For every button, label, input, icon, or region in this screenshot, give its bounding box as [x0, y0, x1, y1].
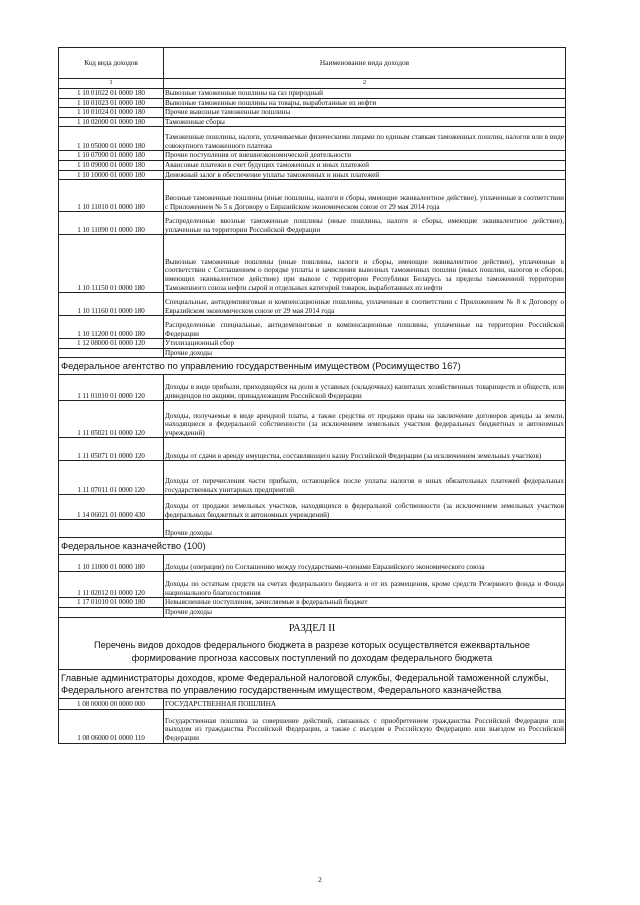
income-code: 1 11 05021 01 0000 120 [59, 401, 164, 438]
table-row [59, 160, 566, 170]
table-header-row [59, 48, 566, 79]
income-code: 1 10 05000 01 0000 180 [59, 127, 164, 151]
table-row [59, 348, 566, 358]
income-code: 1 10 09000 01 0000 180 [59, 160, 164, 170]
income-code: 1 11 07011 01 0000 120 [59, 461, 164, 495]
table-row [59, 212, 566, 235]
agency-main-row [59, 669, 566, 698]
table-row [59, 108, 566, 118]
income-name: Доходы в виде прибыли, приходящейся на доли в уставных (складочных) капиталах хозяйственных товариществ и обществ, или дивидендов по акциям, принадлежащим Российской Федерации [164, 375, 566, 401]
table-row [59, 607, 566, 617]
income-code [59, 520, 164, 538]
customs-rows [59, 89, 566, 358]
table-row [59, 180, 566, 212]
table-row [59, 117, 566, 127]
income-name: Вывозные таможенные пошлины на товары, выработанные из нефти [164, 98, 566, 108]
income-code: 1 12 08000 01 0000 120 [59, 339, 164, 349]
table-row [59, 401, 566, 438]
income-codes-table [58, 47, 566, 744]
section-ii [59, 617, 566, 669]
agency-rosimushchestvo-row [59, 358, 566, 375]
table-row [59, 520, 566, 538]
table-row [59, 170, 566, 180]
income-code: 1 10 07000 01 0000 180 [59, 151, 164, 161]
header-name: Наименование вида доходов [164, 48, 566, 79]
agency-main-administrators: Главные администраторы доходов, кроме Федеральной налоговой службы, Федеральной таможенной службы, Федерального агентства по управлению государственным имуществом, Федерального казначейства [59, 669, 566, 698]
table-row [59, 598, 566, 608]
table-row [59, 89, 566, 99]
income-code: 1 10 11010 01 0000 180 [59, 180, 164, 212]
table-row [59, 316, 566, 339]
table-row [59, 151, 566, 161]
income-name: Специальные, антидемпинговые и компенсационные пошлины, уплаченные в соответствии с Приложением № 8 к Договору о Евразийском экономическом союзе от 29 мая 2014 года [164, 293, 566, 316]
income-name: Таможенные сборы [164, 117, 566, 127]
income-name: Таможенные пошлины, налоги, уплачиваемые физическими лицами по единым ставкам таможенных пошлин, налогов или в виде совокупного таможенного платежа [164, 127, 566, 151]
income-code: 1 14 06021 01 0000 430 [59, 495, 164, 520]
income-name: Прочие доходы [164, 348, 566, 358]
income-name: Вывозные таможенные пошлины (иные пошлины, налоги и сборы, имеющие эквивалентное действие), уплаченные в соответствии с Соглашением о порядке уплаты и зачисления вывозных таможенных пошлин (иных пошлин, налогов и сборов, имеющих эквивалентное действие) при вывозе с территории Республики Беларусь за пределы таможенной территории Таможенного союза нефти сырой и отдельных категорий товаров, выработанных из нефти [164, 235, 566, 293]
table-row [59, 572, 566, 598]
header-code: Код вида доходов [59, 48, 164, 79]
table-row [59, 98, 566, 108]
income-code: 1 17 01010 01 0000 180 [59, 598, 164, 608]
table-row [59, 293, 566, 316]
income-name: Денежный залог в обеспечение уплаты таможенных и иных платежей [164, 170, 566, 180]
document-page [58, 47, 566, 744]
table-row [59, 127, 566, 151]
agency-rosimushchestvo: Федеральное агентство по управлению государственным имуществом (Росимущество 167) [59, 358, 566, 375]
income-name: Авансовые платежи в счет будущих таможенных и иных платежей [164, 160, 566, 170]
income-name: Прочие поступления от внешнеэкономической деятельности [164, 151, 566, 161]
table-row [59, 555, 566, 572]
table-row [59, 438, 566, 461]
income-code: 1 10 11200 01 0000 180 [59, 316, 164, 339]
income-name: Распределенные ввозные таможенные пошлины (иные пошлины, налоги и сборы, имеющие эквивалентное действие), уплаченные на территории Российской Федерации [164, 212, 566, 235]
income-code: 1 11 01010 01 0000 120 [59, 375, 164, 401]
income-code: 1 08 00000 00 0000 000 [59, 698, 164, 709]
income-code: 1 10 01024 01 0000 180 [59, 108, 164, 118]
income-name: Доходы от перечисления части прибыли, остающейся после уплаты налогов и иных обязательных платежей федеральных государственных унитарных предприятий [164, 461, 566, 495]
income-code: 1 10 01023 01 0000 180 [59, 98, 164, 108]
agency-treasury-row [59, 538, 566, 555]
income-code: 1 08 06000 01 0000 110 [59, 709, 164, 743]
income-name: ГОСУДАРСТВЕННАЯ ПОШЛИНА [164, 698, 566, 709]
income-name: Доходы, получаемые в виде арендной платы, а также средства от продажи права на заключение договоров аренды за земли, находящиеся в федеральной собственности (за исключением земельных участков федеральных бюджетных и автономных учреждений) [164, 401, 566, 438]
income-name: Прочие доходы [164, 520, 566, 538]
income-code: 1 10 11000 01 0000 180 [59, 555, 164, 572]
income-code: 1 10 11150 01 0000 180 [59, 235, 164, 293]
table-row [59, 495, 566, 520]
treasury-rows [59, 555, 566, 617]
column-number-1: 1 [59, 79, 164, 89]
table-row [59, 235, 566, 293]
income-name: Доходы от продажи земельных участков, находящихся в федеральной собственности (за исключением земельных участков федеральных бюджетных и автономных учреждений) [164, 495, 566, 520]
income-name: Прочие доходы [164, 607, 566, 617]
table-row [59, 375, 566, 401]
income-name: Невыясненные поступления, зачисляемые в федеральный бюджет [164, 598, 566, 608]
income-name: Утилизационный сбор [164, 339, 566, 349]
rosimushchestvo-rows [59, 375, 566, 538]
income-code [59, 607, 164, 617]
income-name: Доходы от сдачи в аренду имущества, составляющего казну Российской Федерации (за исключением земельных участков) [164, 438, 566, 461]
income-name: Вывозные таможенные пошлины на газ природный [164, 89, 566, 99]
page-number: 2 [318, 876, 322, 884]
income-code: 1 10 11090 01 0000 180 [59, 212, 164, 235]
table-row [59, 339, 566, 349]
income-code: 1 10 10000 01 0000 180 [59, 170, 164, 180]
income-code: 1 10 02000 01 0000 180 [59, 117, 164, 127]
income-code: 1 10 11160 01 0000 180 [59, 293, 164, 316]
state-duty-rows [59, 698, 566, 743]
table-row [59, 698, 566, 709]
column-number-row [59, 79, 566, 89]
income-name: Государственная пошлина за совершение действий, связанных с приобретением гражданства Российской Федерации или выходом из гражданства Российской Федерации, а также с въездом в Российскую Федерацию или выездом из Российской Федерации [164, 709, 566, 743]
section-ii-row [59, 617, 566, 669]
income-name: Распределенные специальные, антидемпинговые и компенсационные пошлины, уплаченные на территории Российской Федерации [164, 316, 566, 339]
table-row [59, 709, 566, 743]
section-title: РАЗДЕЛ II [288, 622, 336, 634]
income-code: 1 10 01022 01 0000 180 [59, 89, 164, 99]
income-name: Ввозные таможенные пошлины (иные пошлины, налоги и сборы, имеющие эквивалентное действие), уплаченные в соответствии с Приложением № 5 к Договору о Евразийском экономическом союзе от 29 мая 2014 года [164, 180, 566, 212]
income-code: 1 11 02012 01 0000 120 [59, 572, 164, 598]
column-number-2: 2 [164, 79, 566, 89]
income-name: Доходы (операции) по Соглашению между государствами-членами Евразийского экономического союза [164, 555, 566, 572]
section-description: Перечень видов доходов федерального бюджета в разрезе которых осуществляется ежеквартальное формирование прогноза кассовых поступлений по доходам федерального бюджета [94, 639, 530, 663]
agency-treasury: Федеральное казначейство (100) [59, 538, 566, 555]
income-code [59, 348, 164, 358]
table-row [59, 461, 566, 495]
income-name: Прочие вывозные таможенные пошлины [164, 108, 566, 118]
income-name: Доходы по остаткам средств на счетах федерального бюджета и от их размещения, кроме средств Резервного фонда и Фонда национального благосостояния [164, 572, 566, 598]
income-code: 1 11 05071 01 0000 120 [59, 438, 164, 461]
